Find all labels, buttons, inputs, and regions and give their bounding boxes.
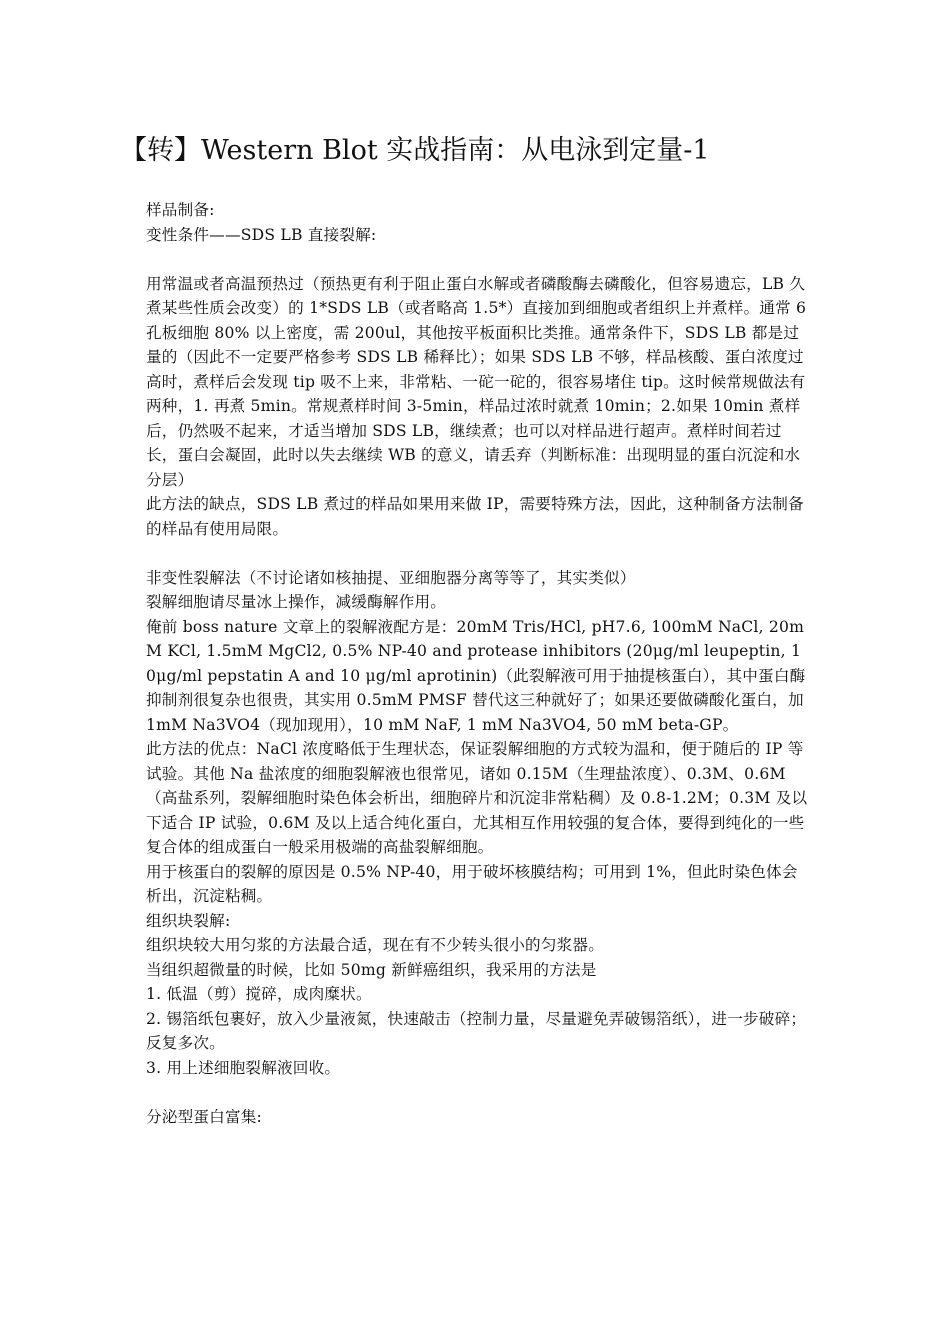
body-paragraph: 非变性裂解法（不讨论诸如核抽提、亚细胞器分离等等了，其实类似） [146,568,636,587]
body-paragraph: 组织块较大用匀浆的方法最合适，现在有不少转头很小的匀浆器。 [146,936,605,954]
body-paragraph: 2. 锡箔纸包裹好，放入少量液氮，快速敲击（控制力量，尽量避免弄破锡箔纸），进一步破碎；反复多次。 [146,1009,807,1052]
body-paragraph: 用于核蛋白的裂解的原因是 0.5% NP-40，用于破坏核膜结构；可用到 1%，但此时染色体会析出，沉淀粘稠。 [146,862,798,905]
document-title: 【转】Western Blot 实战指南：从电泳到定量-1 [120,135,710,166]
document-body [146,198,810,1129]
body-paragraph: 分泌型蛋白富集: [146,1107,263,1126]
body-paragraph: 3. 用上述细胞裂解液回收。 [146,1058,341,1077]
body-paragraph: 变性条件——SDS LB 直接裂解: [146,225,377,244]
body-paragraph: 此方法的缺点，SDS LB 煮过的样品如果用来做 IP，需要特殊方法，因此，这种制备方法制备的样品有使用局限。 [146,495,804,538]
paragraph-spacer [146,1080,810,1105]
body-paragraph: 用常温或者高温预热过（预热更有利于阻止蛋白水解或者磷酸酶去磷酸化，但容易遗忘，LB 久煮某些性质会改变）的 1*SDS LB（或者略高 1.5*）直接加到细胞或者组织上并煮样。通常 6 孔板细胞 80% 以上密度，需 200ul，其他按平板面积比类推。通常条件下，SDS LB 都是过量的（因此不一定要严格参考 SDS LB 稀释比）；如果 SDS LB 不够，样品核酸、蛋白浓度过高时，煮样后会发现 tip 吸不上来，非常粘、一砣一砣的，很容易堵住 tip。这时候常规做法有两种，1. 再煮 5min。常规煮样时间 3-5min，样品过浓时就煮 10min；2.如果 10min 煮样后，仍然吸不起来，才适当增加 SDS LB，继续煮；也可以对样品进行超声。煮样时间若过长，蛋白会凝固，此时以失去继续 WB 的意义，请丢弃（判断标准：出现明显的蛋白沉淀和水分层） [146,274,807,489]
body-paragraph: 当组织超微量的时候，比如 50mg 新鲜癌组织，我采用的方法是 [146,960,597,979]
body-paragraph: 1. 低温（剪）搅碎，成肉糜状。 [146,985,372,1003]
body-paragraph: 组织块裂解: [146,911,231,930]
paragraph-spacer [146,541,810,566]
body-paragraph: 俺前 boss nature 文章上的裂解液配方是：20mM Tris/HCl, pH7.6, 100mM NaCl, 20mM KCl, 1.5mM MgCl2, 0.5% NP-40 and protease inhibitors (20μg/ml leupeptin, 10μg/ml pepstatin A and 10 μg/ml aprotinin)（此裂解液可用于抽提核蛋白），其中蛋白酶抑制剂很复杂也很贵，其实用 0.5mM PMSF 替代这三种就好了；如果还要做磷酸化蛋白，加 1mM Na3VO4（现加现用），10 mM NaF, 1 mM Na3VO4, 50 mM beta-GP。 [146,617,806,734]
body-paragraph: 此方法的优点：NaCl 浓度略低于生理状态，保证裂解细胞的方式较为温和，便于随后的 IP 等试验。其他 Na 盐浓度的细胞裂解液也很常见，诸如 0.15M（生理盐浓度）、0.3M、0.6M（高盐系列，裂解细胞时染色体会析出，细胞碎片和沉淀非常粘稠）及 0.8-1.2M；0.3M 及以下适合 IP 试验，0.6M 及以上适合纯化蛋白，尤其相互作用较强的复合体，要得到纯化的一些复合体的组成蛋白一般采用极端的高盐裂解细胞。 [146,740,808,856]
body-paragraph: 裂解细胞请尽量冰上操作，减缓酶解作用。 [146,593,447,611]
paragraph-spacer [146,247,810,272]
body-paragraph: 样品制备: [146,201,215,219]
